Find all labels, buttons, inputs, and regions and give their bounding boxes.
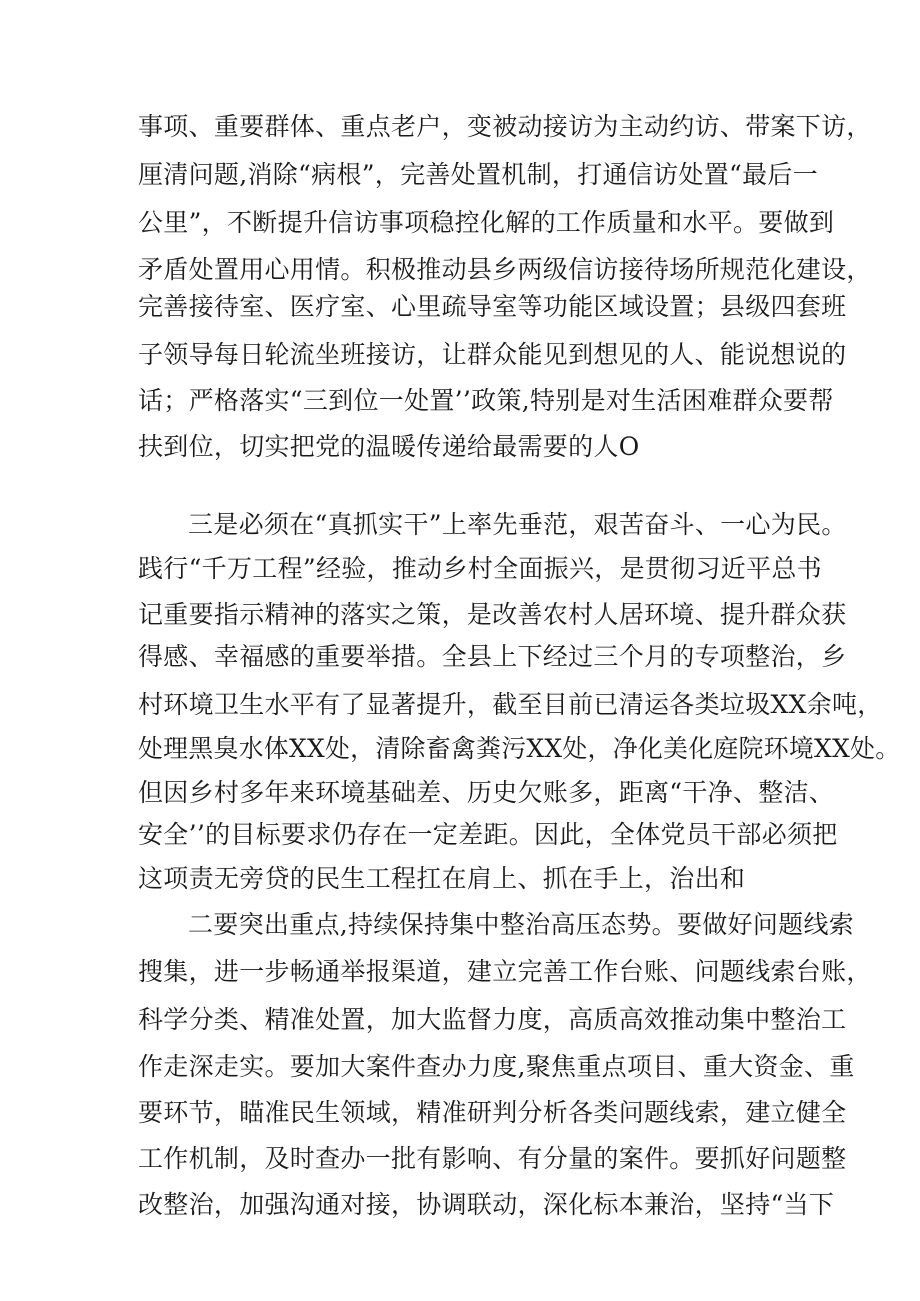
paragraph-1-line-5: 完善接待室、医疗室、心里疏导室等功能区域设置；县级四套班 xyxy=(138,292,847,321)
paragraph-3-line-7: 改整治，加强沟通对接，协调联动，深化标本兼治，坚持“当下 xyxy=(138,1190,835,1219)
paragraph-2-line-8: 安全’’的目标要求仍存在一定差距。因此，全体党员干部必须把 xyxy=(138,820,838,849)
paragraph-1-line-4: 矛盾处置用心用情。积极推动县乡两级信访接待场所规范化建设， xyxy=(138,255,872,284)
paragraph-2-line-9: 这项责无旁贷的民生工程扛在肩上、抓在手上，治出和 xyxy=(138,864,746,893)
paragraph-1-line-3: 公里”，不断提升信访事项稳控化解的工作质量和水平。要做到 xyxy=(138,208,835,237)
paragraph-2-line-7: 但因乡村多年来环境基础差、历史欠账多，距离“干净、整洁、 xyxy=(138,778,835,807)
paragraph-3-line-5: 要环节，瞄准民生领域，精准研判分析各类问题线索，建立健全 xyxy=(138,1098,847,1127)
paragraph-3-line-2: 搜集，进一步畅通举报渠道，建立完善工作台账、问题线索台账， xyxy=(138,957,872,986)
paragraph-1-line-6: 子领导每日轮流坐班接访，让群众能见到想见的人、能说想说的 xyxy=(138,340,847,369)
paragraph-3-line-3: 科学分类、精准处置，加大监督力度，高质高效推动集中整治工 xyxy=(138,1005,847,1034)
paragraph-3-line-1: 二要突出重点,持续保持集中整治高压态势。要做好问题线索 xyxy=(188,910,855,939)
paragraph-1-line-7: 话；严格落实“三到位一处置’’政策,特别是对生活困难群众要帮 xyxy=(138,386,834,415)
paragraph-1-line-8: 扶到位，切实把党的温暖传递给最需要的人O xyxy=(138,432,640,461)
paragraph-3-line-4: 作走深走实。要加大案件查办力度,聚焦重点项目、重大资金、重 xyxy=(138,1052,855,1081)
paragraph-2-line-3: 记重要指示精神的落实之策，是改善农村人居环境、提升群众获 xyxy=(138,600,847,629)
paragraph-3-line-6: 工作机制，及时查办一批有影响、有分量的案件。要抓好问题整 xyxy=(138,1144,847,1173)
paragraph-2-line-4: 得感、幸福感的重要举措。全县上下经过三个月的专项整治，乡 xyxy=(138,642,847,671)
paragraph-2-line-2: 践行“千万工程”经验，推动乡村全面振兴，是贯彻习近平总书 xyxy=(138,554,822,583)
paragraph-2-line-6: 处理黑臭水体XX处，清除畜禽粪污XX处，净化美化庭院环境XX处。 xyxy=(138,734,901,763)
paragraph-2-line-5: 村环境卫生水平有了显著提升，截至目前已清运各类垃圾XX余吨， xyxy=(138,690,883,719)
paragraph-1-line-1: 事项、重要群体、重点老户，变被动接访为主动约访、带案下访， xyxy=(138,112,872,141)
paragraph-2-line-1: 三是必须在“真抓实干”上率先垂范，艰苦奋斗、一心为民。 xyxy=(188,510,847,539)
paragraph-1-line-2: 厘清问题,消除“病根”，完善处置机制，打通信访处置“最后一 xyxy=(138,160,818,189)
